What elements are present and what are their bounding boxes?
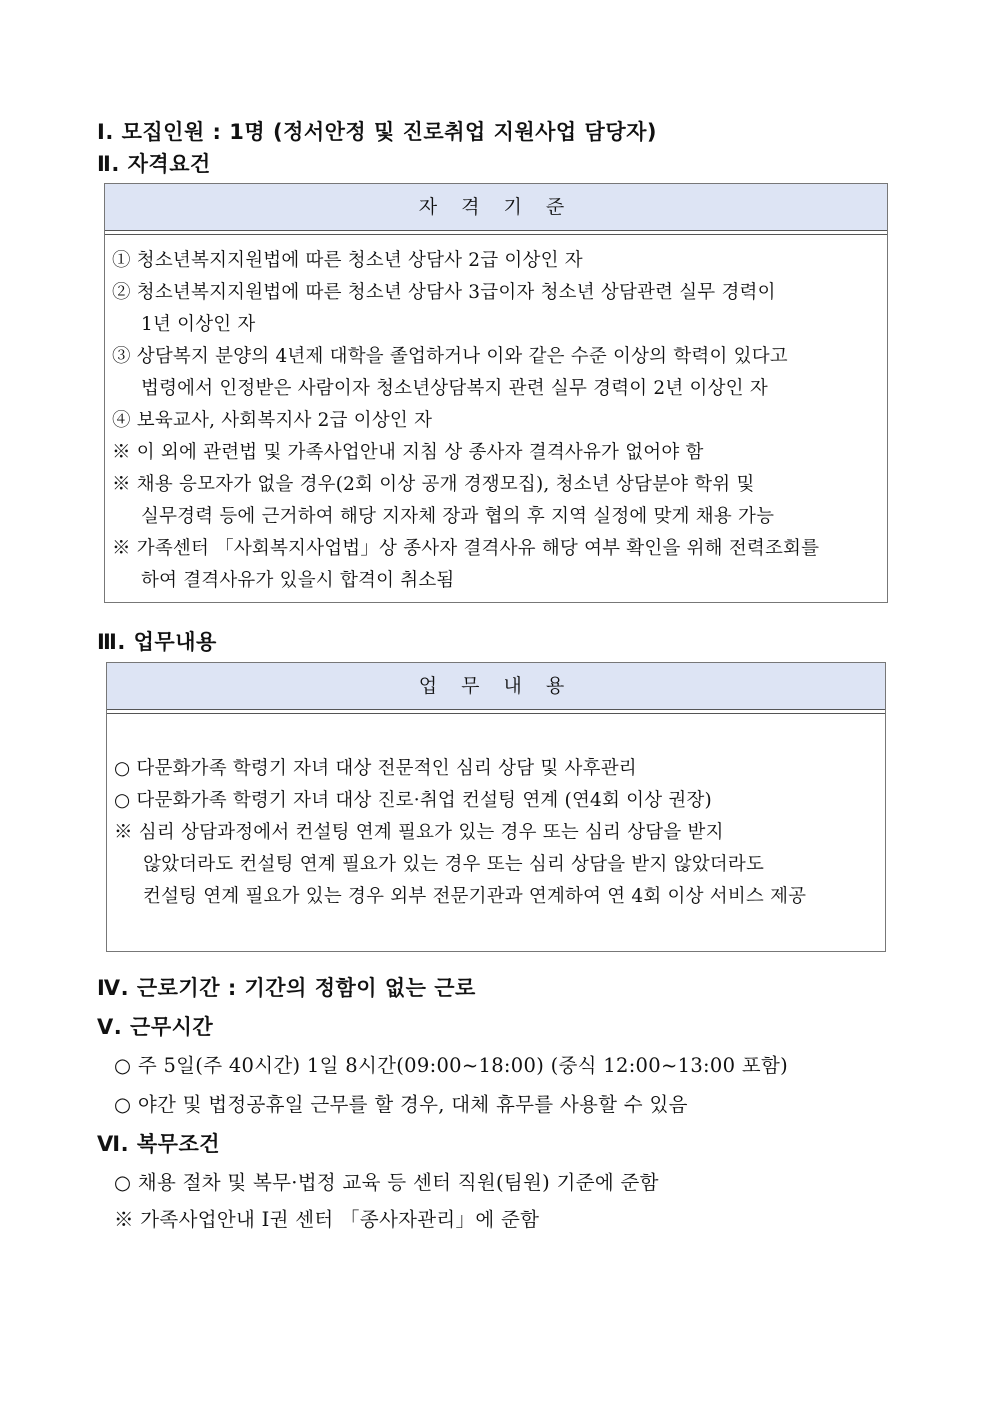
work-hours-line: ○ 야간 및 법정공휴일 근무를 할 경우, 대체 휴무를 사용할 수 있음 (114, 1093, 688, 1116)
qualification-note: ※ 이 외에 관련법 및 가족사업안내 지침 상 종사자 결격사유가 없어야 함 (112, 442, 704, 463)
section-3-duties: Ⅲ. 업무내용 (97, 630, 217, 654)
qualification-line: 1년 이상인 자 (141, 314, 256, 335)
qualification-note: ※ 채용 응모자가 없을 경우(2회 이상 공개 경쟁모집), 청소년 상담분야 학위 및 (112, 474, 755, 495)
duty-note: ※ 심리 상담과정에서 컨설팅 연계 필요가 있는 경우 또는 심리 상담을 받지 (114, 822, 724, 843)
duties-box-header: 업 무 내 용 (107, 663, 885, 710)
section-2-qualifications: Ⅱ. 자격요건 (97, 152, 211, 176)
qualification-box-header: 자 격 기 준 (105, 184, 887, 231)
service-condition-line: ○ 채용 절차 및 복무·법정 교육 등 센터 직원(팀원) 기준에 준함 (114, 1171, 659, 1194)
duty-note: 않았더라도 컨설팅 연계 필요가 있는 경우 또는 심리 상담을 받지 않았더라도 (143, 854, 765, 875)
duty-line: ○ 다문화가족 학령기 자녀 대상 진로·취업 컨설팅 연계 (연4회 이상 권장) (114, 790, 712, 811)
qualification-line: ③ 상담복지 분양의 4년제 대학을 졸업하거나 이와 같은 수준 이상의 학력이 있다고 (112, 346, 788, 367)
service-condition-line: ※ 가족사업안내 Ⅰ권 센터 「종사자관리」에 준함 (114, 1208, 540, 1231)
duty-line: ○ 다문화가족 학령기 자녀 대상 전문적인 심리 상담 및 사후관리 (114, 758, 637, 779)
duty-note: 컨설팅 연계 필요가 있는 경우 외부 전문기관과 연계하여 연 4회 이상 서비스 제공 (143, 886, 807, 907)
section-1-recruitment: Ⅰ. 모집인원 : 1명 (정서안정 및 진로취업 지원사업 담당자) (97, 120, 657, 144)
section-6-conditions: Ⅵ. 복무조건 (97, 1132, 221, 1156)
qualification-note: 하여 결격사유가 있을시 합격이 취소됨 (141, 570, 455, 591)
qualification-line: 법령에서 인정받은 사람이자 청소년상담복지 관련 실무 경력이 2년 이상인 자 (141, 378, 768, 399)
work-hours-line: ○ 주 5일(주 40시간) 1일 8시간(09:00~18:00) (중식 12:00~13:00 포함) (114, 1054, 788, 1077)
qualification-line: ④ 보육교사, 사회복지사 2급 이상인 자 (112, 410, 433, 431)
qualification-line: ① 청소년복지지원법에 따른 청소년 상담사 2급 이상인 자 (112, 250, 583, 271)
qualification-line: ② 청소년복지지원법에 따른 청소년 상담사 3급이자 청소년 상담관련 실무 경력이 (112, 282, 776, 303)
qualification-note: ※ 가족센터 「사회복지사업법」상 종사자 결격사유 해당 여부 확인을 위해 전력조회를 (112, 538, 820, 559)
qualification-note: 실무경력 등에 근거하여 해당 지자체 장과 협의 후 지역 실정에 맞게 채용 가능 (141, 506, 775, 527)
section-4-period: Ⅳ. 근로기간 : 기간의 정함이 없는 근로 (97, 976, 476, 1000)
section-5-hours: Ⅴ. 근무시간 (97, 1015, 214, 1039)
